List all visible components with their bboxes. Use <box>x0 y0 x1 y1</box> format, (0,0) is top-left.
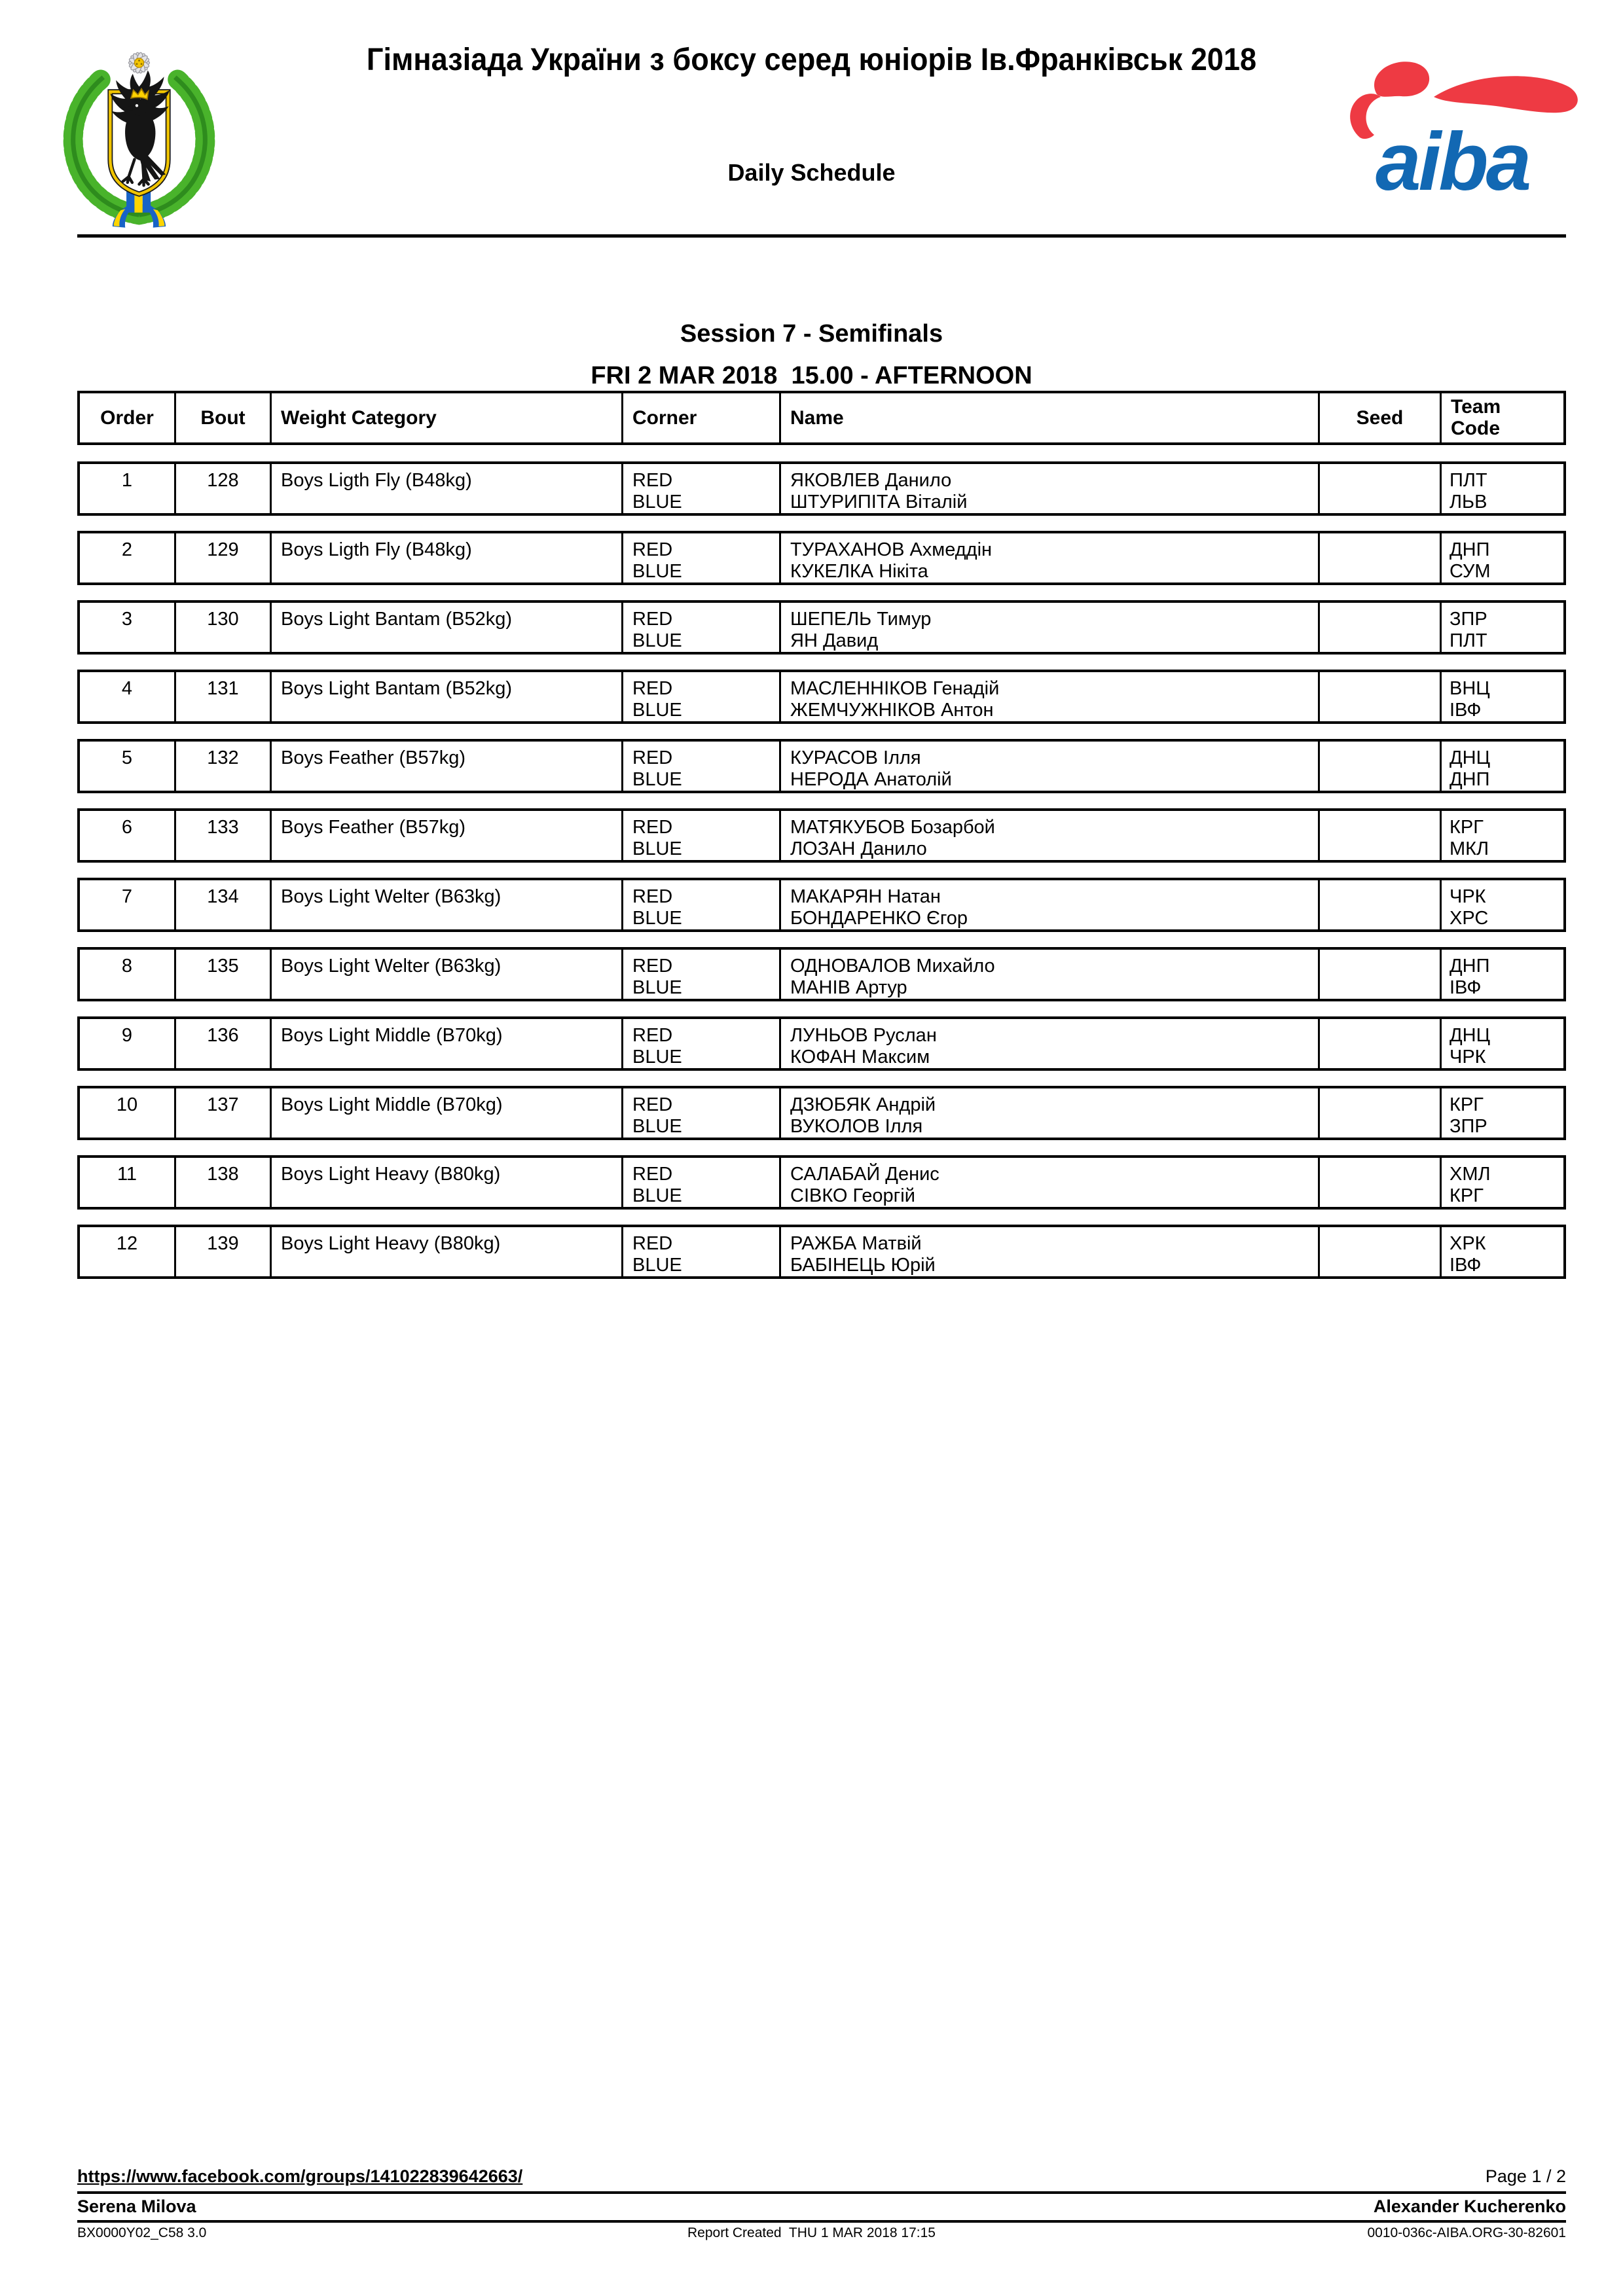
header-order: Order <box>100 406 154 429</box>
header-bout: Bout <box>174 393 270 442</box>
blue-team-code: МКЛ <box>1450 838 1489 859</box>
red-corner-label: RED <box>632 1164 673 1185</box>
bout-cell: 129 <box>174 533 270 583</box>
red-boxer-name: МАТЯКУБОВ Бозарбой <box>790 817 995 838</box>
bout-row <box>77 1155 1566 1210</box>
seed-cell <box>1318 603 1440 652</box>
weight-category-cell: Boys Feather (B57kg) <box>270 811 621 860</box>
order-cell: 3 <box>121 609 133 630</box>
corner-cell <box>621 464 779 513</box>
weight-category-cell: Boys Light Heavy (B80kg) <box>270 1227 621 1276</box>
header-corner: Corner <box>621 393 779 442</box>
bout-cell: 139 <box>174 1227 270 1276</box>
blue-corner-label: BLUE <box>632 492 682 512</box>
red-corner-label: RED <box>632 956 673 977</box>
weight-category-cell: Boys Light Bantam (B52kg) <box>270 603 621 652</box>
red-boxer-name: КУРАСОВ Ілля <box>790 747 921 768</box>
team-code-cell <box>1440 672 1563 721</box>
order-cell: 12 <box>116 1233 138 1254</box>
seed-cell <box>1318 1158 1440 1207</box>
blue-team-code: ХРС <box>1450 908 1489 929</box>
header-seed: Seed <box>1318 393 1440 442</box>
corner-cell <box>621 603 779 652</box>
session-title: Session 7 - Semifinals <box>680 320 943 348</box>
red-corner-label: RED <box>632 470 673 491</box>
blue-corner-label: BLUE <box>632 1047 682 1067</box>
blue-corner-label: BLUE <box>632 630 682 651</box>
blue-boxer-name: КОФАН Максим <box>790 1047 930 1067</box>
name-cell <box>779 533 1318 583</box>
corner-cell <box>621 742 779 791</box>
blue-boxer-name: КУКЕЛКА Нікіта <box>790 561 928 582</box>
red-team-code: ЗПР <box>1450 609 1487 630</box>
name-cell <box>779 1019 1318 1068</box>
blue-boxer-name: СІВКО Георгій <box>790 1185 915 1206</box>
blue-team-code: ПЛТ <box>1450 630 1487 651</box>
team-code-cell <box>1440 1088 1563 1138</box>
bout-row <box>77 878 1566 932</box>
page-subtitle: Daily Schedule <box>727 159 896 186</box>
blue-corner-label: BLUE <box>632 1116 682 1137</box>
order-cell: 8 <box>121 956 133 977</box>
weight-category-cell: Boys Light Welter (B63kg) <box>270 950 621 999</box>
blue-team-code: ДНП <box>1450 769 1490 790</box>
blue-corner-label: BLUE <box>632 700 682 721</box>
order-cell: 7 <box>121 886 133 907</box>
order-cell: 10 <box>116 1094 138 1115</box>
blue-team-code: ІВФ <box>1450 1255 1482 1276</box>
red-corner-label: RED <box>632 609 673 630</box>
red-corner-label: RED <box>632 1094 673 1115</box>
order-cell: 5 <box>121 747 133 768</box>
red-team-code: ХМЛ <box>1450 1164 1491 1185</box>
blue-corner-label: BLUE <box>632 769 682 790</box>
blue-boxer-name: ЖЕМЧУЖНІКОВ Антон <box>790 700 994 721</box>
order-cell: 9 <box>121 1025 133 1046</box>
bout-cell: 128 <box>174 464 270 513</box>
bout-row <box>77 670 1566 724</box>
corner-cell <box>621 811 779 860</box>
red-corner-label: RED <box>632 886 673 907</box>
blue-boxer-name: БОНДАРЕНКО Єгор <box>790 908 968 929</box>
bout-cell: 130 <box>174 603 270 652</box>
bout-row <box>77 600 1566 655</box>
name-cell <box>779 1088 1318 1138</box>
name-cell <box>779 811 1318 860</box>
schedule-table <box>77 391 1566 1279</box>
team-code-cell <box>1440 950 1563 999</box>
seed-cell <box>1318 880 1440 929</box>
name-cell <box>779 880 1318 929</box>
footer-divider-bottom <box>77 2220 1566 2223</box>
red-boxer-name: РАЖБА Матвій <box>790 1233 922 1254</box>
bout-cell: 135 <box>174 950 270 999</box>
red-team-code: КРГ <box>1450 817 1484 838</box>
blue-boxer-name: НЕРОДА Анатолій <box>790 769 952 790</box>
bout-row <box>77 531 1566 585</box>
bout-cell: 132 <box>174 742 270 791</box>
header-divider <box>77 234 1566 238</box>
blue-team-code: ЗПР <box>1450 1116 1487 1137</box>
bout-cell: 136 <box>174 1019 270 1068</box>
seed-cell <box>1318 1019 1440 1068</box>
seed-cell <box>1318 742 1440 791</box>
blue-team-code: ІВФ <box>1450 700 1482 721</box>
blue-corner-label: BLUE <box>632 908 682 929</box>
header-team-code-line1: Team <box>1451 396 1501 418</box>
bout-row <box>77 1016 1566 1071</box>
team-code-cell <box>1440 880 1563 929</box>
blue-team-code: ЧРК <box>1450 1047 1486 1067</box>
name-cell <box>779 603 1318 652</box>
corner-cell <box>621 672 779 721</box>
weight-category-cell: Boys Light Middle (B70kg) <box>270 1088 621 1138</box>
corner-cell <box>621 1088 779 1138</box>
corner-cell <box>621 1158 779 1207</box>
name-cell <box>779 950 1318 999</box>
weight-category-cell: Boys Feather (B57kg) <box>270 742 621 791</box>
bout-cell: 137 <box>174 1088 270 1138</box>
session-datetime: FRI 2 MAR 2018 15.00 - AFTERNOON <box>591 362 1032 389</box>
bout-row <box>77 808 1566 863</box>
red-boxer-name: ОДНОВАЛОВ Михайло <box>790 956 995 977</box>
red-team-code: ЧРК <box>1450 886 1486 907</box>
footer-divider-top <box>77 2191 1566 2194</box>
blue-boxer-name: ЯН Давид <box>790 630 879 651</box>
header-name: Name <box>779 393 1318 442</box>
red-team-code: ДНП <box>1450 956 1490 977</box>
corner-cell <box>621 533 779 583</box>
page-number: Page 1 / 2 <box>1485 2166 1566 2186</box>
weight-category-cell: Boys Light Middle (B70kg) <box>270 1019 621 1068</box>
bout-cell: 131 <box>174 672 270 721</box>
footer-left-official: Serena Milova <box>77 2197 196 2216</box>
red-team-code: КРГ <box>1450 1094 1484 1115</box>
blue-corner-label: BLUE <box>632 561 682 582</box>
order-cell: 11 <box>117 1164 137 1185</box>
team-code-cell <box>1440 533 1563 583</box>
red-corner-label: RED <box>632 1025 673 1046</box>
red-corner-label: RED <box>632 817 673 838</box>
footer-right-official: Alexander Kucherenko <box>1373 2197 1566 2216</box>
header-weight-category: Weight Category <box>270 393 621 442</box>
team-code-cell <box>1440 742 1563 791</box>
red-corner-label: RED <box>632 539 673 560</box>
seed-cell <box>1318 672 1440 721</box>
red-boxer-name: ШЕПЕЛЬ Тимур <box>790 609 932 630</box>
red-corner-label: RED <box>632 1233 673 1254</box>
blue-team-code: ІВФ <box>1450 977 1482 998</box>
bout-row <box>77 1086 1566 1140</box>
red-team-code: ПЛТ <box>1450 470 1487 491</box>
blue-team-code: КРГ <box>1450 1185 1484 1206</box>
red-boxer-name: ЛУНЬОВ Руслан <box>790 1025 937 1046</box>
blue-boxer-name: ВУКОЛОВ Ілля <box>790 1116 923 1137</box>
header-team-code <box>1440 393 1563 442</box>
order-cell: 6 <box>121 817 133 838</box>
blue-corner-label: BLUE <box>632 1255 682 1276</box>
report-created-timestamp: Report Created THU 1 MAR 2018 17:15 <box>687 2225 936 2240</box>
red-team-code: ДНП <box>1450 539 1490 560</box>
bout-row <box>77 1225 1566 1279</box>
corner-cell <box>621 880 779 929</box>
bout-cell: 133 <box>174 811 270 860</box>
corner-cell <box>621 1019 779 1068</box>
table-header-row <box>77 391 1566 445</box>
order-cell: 1 <box>121 470 133 491</box>
red-corner-label: RED <box>632 747 673 768</box>
blue-corner-label: BLUE <box>632 838 682 859</box>
reference-code: 0010-036c-AIBA.ORG-30-82601 <box>1367 2225 1566 2240</box>
team-code-cell <box>1440 464 1563 513</box>
red-boxer-name: ЯКОВЛЕВ Данило <box>790 470 952 491</box>
header-team-code-line2: Code <box>1451 417 1500 439</box>
name-cell <box>779 1158 1318 1207</box>
facebook-group-link[interactable]: https://www.facebook.com/groups/141022839642663/ <box>77 2166 523 2186</box>
team-code-cell <box>1440 603 1563 652</box>
red-team-code: ДНЦ <box>1450 747 1491 768</box>
seed-cell <box>1318 1227 1440 1276</box>
seed-cell <box>1318 1088 1440 1138</box>
blue-boxer-name: БАБІНЕЦЬ Юрій <box>790 1255 936 1276</box>
name-cell <box>779 672 1318 721</box>
blue-corner-label: BLUE <box>632 977 682 998</box>
aiba-logo <box>1300 54 1588 221</box>
blue-corner-label: BLUE <box>632 1185 682 1206</box>
corner-cell <box>621 1227 779 1276</box>
blue-boxer-name: МАНІВ Артур <box>790 977 907 998</box>
name-cell <box>779 1227 1318 1276</box>
red-corner-label: RED <box>632 678 673 699</box>
table-rows <box>77 461 1566 1279</box>
weight-category-cell: Boys Ligth Fly (B48kg) <box>270 464 621 513</box>
red-boxer-name: ДЗЮБЯК Андрій <box>790 1094 936 1115</box>
seed-cell <box>1318 811 1440 860</box>
corner-cell <box>621 950 779 999</box>
team-code-cell <box>1440 1019 1563 1068</box>
bout-cell: 134 <box>174 880 270 929</box>
name-cell <box>779 742 1318 791</box>
seed-cell <box>1318 533 1440 583</box>
order-cell: 4 <box>121 678 133 699</box>
weight-category-cell: Boys Light Welter (B63kg) <box>270 880 621 929</box>
bout-row <box>77 947 1566 1001</box>
page-title: Гімназіада України з боксу серед юніорів Ів.Франківськ 2018 <box>366 43 1257 77</box>
seed-cell <box>1318 464 1440 513</box>
bout-cell: 138 <box>174 1158 270 1207</box>
blue-boxer-name: ШТУРИПІТА Віталій <box>790 492 968 512</box>
blue-team-code: ЛЬВ <box>1450 492 1487 512</box>
document-code: BX0000Y02_C58 3.0 <box>77 2225 207 2240</box>
aiba-wordmark: aiba <box>1376 117 1529 207</box>
weight-category-cell: Boys Light Heavy (B80kg) <box>270 1158 621 1207</box>
red-boxer-name: ТУРАХАНОВ Ахмеддін <box>790 539 993 560</box>
red-boxer-name: МАКАРЯН Натан <box>790 886 941 907</box>
blue-boxer-name: ЛОЗАН Данило <box>790 838 927 859</box>
seed-cell <box>1318 950 1440 999</box>
red-team-code: ХРК <box>1450 1233 1486 1254</box>
blue-team-code: СУМ <box>1450 561 1491 582</box>
red-team-code: ВНЦ <box>1450 678 1490 699</box>
red-boxer-name: МАСЛЕННІКОВ Генадій <box>790 678 1000 699</box>
weight-category-cell: Boys Light Bantam (B52kg) <box>270 672 621 721</box>
bout-row <box>77 461 1566 516</box>
red-boxer-name: САЛАБАЙ Денис <box>790 1164 939 1185</box>
bout-row <box>77 739 1566 793</box>
name-cell <box>779 464 1318 513</box>
team-code-cell <box>1440 1158 1563 1207</box>
team-code-cell <box>1440 811 1563 860</box>
weight-category-cell: Boys Ligth Fly (B48kg) <box>270 533 621 583</box>
red-team-code: ДНЦ <box>1450 1025 1491 1046</box>
order-cell: 2 <box>121 539 133 560</box>
team-code-cell <box>1440 1227 1563 1276</box>
